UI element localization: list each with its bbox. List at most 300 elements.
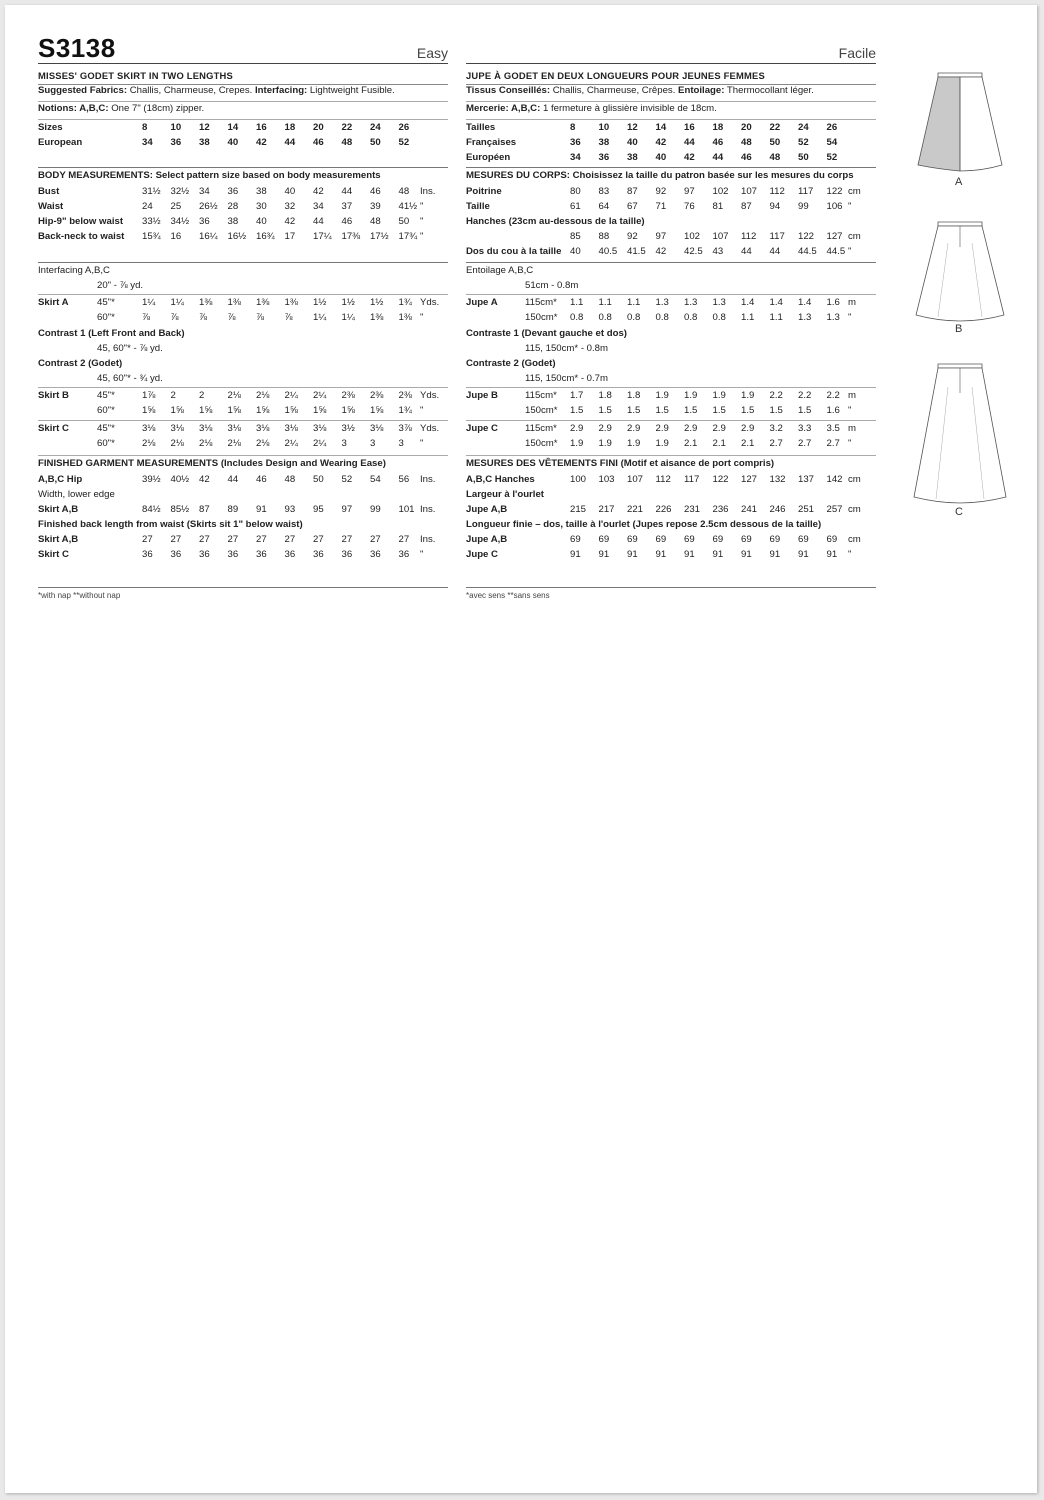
divider bbox=[38, 119, 448, 120]
table-cell: 50 bbox=[769, 137, 781, 148]
table-cell: 44 bbox=[684, 137, 695, 148]
table-cell: 36 bbox=[170, 137, 182, 148]
unit-label: cm bbox=[848, 534, 861, 545]
table-row bbox=[466, 152, 876, 165]
table-cell: 34 bbox=[142, 137, 153, 148]
contrast-panel bbox=[918, 77, 960, 171]
table-cell: 102 bbox=[684, 231, 701, 242]
table-cell: 3 bbox=[398, 438, 404, 449]
table-row bbox=[38, 201, 448, 214]
table-cell: 46 bbox=[741, 152, 752, 163]
table-cell: 1⅝ bbox=[284, 405, 298, 416]
table-cell: 97 bbox=[341, 504, 353, 515]
view-label-a: A bbox=[955, 176, 963, 188]
table-cell: 48 bbox=[398, 186, 410, 197]
table-cell: 0.8 bbox=[627, 312, 641, 323]
table-cell: 107 bbox=[712, 231, 729, 242]
table-cell: 40.5 bbox=[598, 246, 618, 257]
table-cell: 1⅝ bbox=[313, 405, 327, 416]
unit-label: Ins. bbox=[420, 474, 436, 485]
table-cell: 42 bbox=[199, 474, 210, 485]
table-cell: 80 bbox=[570, 186, 581, 197]
table-cell: ⅞ bbox=[170, 312, 179, 323]
table-cell: 100 bbox=[570, 474, 587, 485]
table-row bbox=[466, 534, 876, 547]
table-row bbox=[38, 549, 448, 562]
table-cell: 36 bbox=[341, 549, 353, 560]
table-cell: 1.9 bbox=[712, 390, 726, 401]
table-cell: 24 bbox=[142, 201, 153, 212]
divider bbox=[466, 119, 876, 120]
table-cell: 2⅜ bbox=[398, 390, 412, 401]
table-cell: 69 bbox=[684, 534, 695, 545]
finished-heading: FINISHED GARMENT MEASUREMENTS (Includes Design and Wearing Ease) bbox=[38, 458, 386, 469]
table-row bbox=[466, 312, 876, 325]
row-label: Jupe C bbox=[466, 423, 498, 434]
body-heading: BODY MEASUREMENTS: Select pattern size based on body measurements bbox=[38, 170, 381, 181]
table-cell: 52 bbox=[798, 137, 809, 148]
row-label: Jupe A,B bbox=[466, 504, 508, 515]
table-cell: 85 bbox=[570, 231, 581, 242]
table-cell: 257 bbox=[826, 504, 843, 515]
table-cell: 52 bbox=[341, 474, 353, 485]
table-cell: 1⅜ bbox=[227, 297, 241, 308]
table-cell: 17¾ bbox=[398, 231, 418, 242]
table-cell: 3 bbox=[370, 438, 376, 449]
table-cell: 27 bbox=[256, 534, 267, 545]
table-cell: 1.1 bbox=[769, 312, 783, 323]
table-cell: 88 bbox=[598, 231, 610, 242]
table-cell: ⅞ bbox=[256, 312, 265, 323]
table-cell: 46 bbox=[313, 137, 324, 148]
table-row bbox=[38, 474, 448, 487]
divider bbox=[38, 587, 448, 588]
table-cell: 40 bbox=[256, 216, 267, 227]
table-cell: 1⅞ bbox=[142, 390, 156, 401]
table-cell: 1.5 bbox=[769, 405, 783, 416]
table-cell: 27 bbox=[142, 534, 153, 545]
table-cell: 3⅛ bbox=[227, 423, 241, 434]
table-cell: 101 bbox=[398, 504, 415, 515]
table-cell: 83 bbox=[598, 186, 610, 197]
table-cell: 112 bbox=[741, 231, 757, 242]
table-cell: 8 bbox=[142, 122, 148, 133]
table-row bbox=[466, 438, 876, 451]
table-cell: 54 bbox=[370, 474, 381, 485]
table-cell: 3.2 bbox=[769, 423, 783, 434]
table-cell: 3⅛ bbox=[199, 423, 213, 434]
table-cell: 17⅜ bbox=[341, 231, 361, 242]
table-cell: 92 bbox=[655, 186, 667, 197]
table-cell: 20 bbox=[741, 122, 752, 133]
row-label: Skirt A bbox=[38, 297, 69, 308]
unit-label: " bbox=[848, 549, 852, 560]
table-cell: ⅞ bbox=[199, 312, 208, 323]
table-cell: 44 bbox=[284, 137, 296, 148]
divider bbox=[466, 101, 876, 102]
contrast2-label: Contraste 2 (Godet) bbox=[466, 358, 556, 369]
table-cell: 46 bbox=[256, 474, 267, 485]
table-cell: 24 bbox=[798, 122, 809, 133]
table-cell: 2.2 bbox=[798, 390, 812, 401]
table-cell: 22 bbox=[769, 122, 781, 133]
table-cell: 36 bbox=[256, 549, 267, 560]
table-row bbox=[38, 186, 448, 199]
unit-label: " bbox=[420, 549, 424, 560]
table-cell: 27 bbox=[284, 534, 296, 545]
table-cell: 1⅝ bbox=[170, 405, 184, 416]
table-cell: 2⅛ bbox=[227, 390, 241, 401]
table-cell: 87 bbox=[627, 186, 638, 197]
table-cell: 99 bbox=[370, 504, 381, 515]
table-cell: 117 bbox=[684, 474, 700, 485]
table-cell: 2.2 bbox=[826, 390, 840, 401]
table-cell: 2 bbox=[170, 390, 176, 401]
row-label: Jupe C bbox=[466, 549, 498, 560]
row-label: Jupe A bbox=[466, 297, 498, 308]
table-cell: 95 bbox=[313, 504, 324, 515]
fabric-width: 60"* bbox=[97, 438, 115, 449]
row-label: Poitrine bbox=[466, 186, 502, 197]
contrast1-label: Contraste 1 (Devant gauche et dos) bbox=[466, 328, 627, 339]
row-label: Européen bbox=[466, 152, 511, 163]
table-cell: 44 bbox=[741, 246, 752, 257]
table-cell: 48 bbox=[741, 137, 752, 148]
table-cell: 54 bbox=[826, 137, 838, 148]
table-cell: 1.3 bbox=[712, 297, 726, 308]
unit-label: " bbox=[420, 216, 424, 227]
table-cell: 1.4 bbox=[798, 297, 812, 308]
table-cell: 1.5 bbox=[598, 405, 612, 416]
pattern-code: S3138 bbox=[38, 33, 116, 63]
table-cell: 1.9 bbox=[684, 390, 698, 401]
table-row bbox=[466, 390, 876, 403]
fabric-width: 60"* bbox=[97, 312, 115, 323]
table-cell: 92 bbox=[627, 231, 638, 242]
footnote: *with nap **without nap bbox=[38, 591, 121, 600]
row-label: European bbox=[38, 137, 83, 148]
table-cell: 27 bbox=[170, 534, 182, 545]
table-cell: 1.1 bbox=[741, 312, 755, 323]
table-cell: 236 bbox=[712, 504, 729, 515]
table-cell: 102 bbox=[712, 186, 729, 197]
table-cell: 44 bbox=[313, 216, 324, 227]
table-cell: 127 bbox=[741, 474, 758, 485]
table-cell: 91 bbox=[741, 549, 752, 560]
table-cell: 44.5 bbox=[826, 246, 846, 257]
fabric-width: 115cm* bbox=[525, 390, 557, 401]
table-cell: 14 bbox=[227, 122, 239, 133]
table-cell: 1.3 bbox=[826, 312, 840, 323]
unit-label: cm bbox=[848, 504, 861, 515]
table-cell: 1⅜ bbox=[256, 297, 270, 308]
table-cell: 122 bbox=[798, 231, 815, 242]
table-cell: 117 bbox=[798, 186, 814, 197]
table-cell: 2⅛ bbox=[256, 390, 270, 401]
table-cell: 3 bbox=[341, 438, 347, 449]
table-cell: 34 bbox=[570, 152, 581, 163]
table-cell: 76 bbox=[684, 201, 695, 212]
unit-label: " bbox=[848, 312, 852, 323]
table-cell: 34½ bbox=[170, 216, 190, 227]
row-label: Jupe A,B bbox=[466, 534, 508, 545]
table-cell: 26 bbox=[826, 122, 838, 133]
table-cell: 91 bbox=[712, 549, 724, 560]
table-cell: 69 bbox=[712, 534, 724, 545]
table-cell: 18 bbox=[712, 122, 724, 133]
table-cell: 1.9 bbox=[741, 390, 755, 401]
table-cell: 36 bbox=[370, 549, 381, 560]
table-cell: 33½ bbox=[142, 216, 161, 227]
table-cell: 2.9 bbox=[570, 423, 584, 434]
table-row bbox=[38, 405, 448, 418]
table-cell: 42.5 bbox=[684, 246, 703, 257]
interfacing-value: 51cm - 0.8m bbox=[525, 280, 579, 291]
table-cell: 3.5 bbox=[826, 423, 840, 434]
table-cell: 1⅝ bbox=[341, 405, 355, 416]
table-cell: 2⅛ bbox=[227, 438, 241, 449]
row-label: Bust bbox=[38, 186, 60, 197]
divider bbox=[466, 587, 876, 588]
table-cell: 0.8 bbox=[570, 312, 584, 323]
table-cell: 17¼ bbox=[313, 231, 332, 242]
table-cell: 43 bbox=[712, 246, 724, 257]
table-cell: 1.5 bbox=[798, 405, 812, 416]
fabric-width: 45"* bbox=[97, 297, 115, 308]
table-cell: 37 bbox=[341, 201, 353, 212]
table-cell: 91 bbox=[655, 549, 667, 560]
table-cell: 87 bbox=[741, 201, 752, 212]
table-cell: 1.5 bbox=[684, 405, 698, 416]
table-cell: 39 bbox=[370, 201, 381, 212]
divider bbox=[38, 294, 448, 295]
contrast1-value: 115, 150cm* - 0.8m bbox=[525, 343, 609, 354]
table-cell: 2.1 bbox=[741, 438, 755, 449]
table-row bbox=[466, 504, 876, 517]
table-cell: 127 bbox=[826, 231, 843, 242]
table-cell: 36 bbox=[199, 549, 210, 560]
unit-label: m bbox=[848, 297, 856, 308]
notions-line: Mercerie: A,B,C: 1 fermeture à glissière invisible de 18cm. bbox=[466, 103, 717, 114]
unit-label: Yds. bbox=[420, 297, 440, 308]
interfacing-label: Interfacing A,B,C bbox=[38, 265, 110, 276]
table-cell: ⅞ bbox=[142, 312, 151, 323]
table-cell: 1.1 bbox=[627, 297, 641, 308]
table-row bbox=[38, 438, 448, 451]
view-label-c: C bbox=[955, 506, 963, 518]
table-cell: 28 bbox=[227, 201, 239, 212]
table-cell: 1½ bbox=[313, 297, 327, 308]
unit-label: Ins. bbox=[420, 504, 436, 515]
table-cell: 61 bbox=[570, 201, 581, 212]
table-cell: 44 bbox=[769, 246, 781, 257]
table-cell: 2.9 bbox=[598, 423, 612, 434]
table-cell: 14 bbox=[655, 122, 667, 133]
table-cell: 36 bbox=[313, 549, 324, 560]
unit-label: Yds. bbox=[420, 390, 440, 401]
divider bbox=[466, 420, 876, 421]
table-cell: 1.5 bbox=[741, 405, 755, 416]
table-cell: 12 bbox=[627, 122, 638, 133]
width-label: Width, lower edge bbox=[38, 489, 115, 500]
table-cell: 215 bbox=[570, 504, 587, 515]
fabric-width: 115cm* bbox=[525, 423, 557, 434]
french-column bbox=[466, 5, 876, 625]
divider bbox=[38, 455, 448, 456]
skirt-view-a bbox=[918, 73, 1002, 171]
length-heading: Longueur finie – dos, taille à l'ourlet (Jupes repose 2.5cm dessous de la taille) bbox=[466, 519, 822, 530]
unit-label: cm bbox=[848, 186, 861, 197]
skirt-view-b bbox=[916, 222, 1004, 321]
table-row bbox=[38, 137, 448, 150]
unit-label: m bbox=[848, 423, 856, 434]
notions-line: Notions: A,B,C: One 7" (18cm) zipper. bbox=[38, 103, 205, 114]
table-cell: 0.8 bbox=[655, 312, 669, 323]
skirt-views-svg bbox=[910, 65, 1010, 525]
table-cell: 91 bbox=[627, 549, 638, 560]
table-cell: 40 bbox=[570, 246, 581, 257]
table-row bbox=[466, 186, 876, 199]
table-cell: ⅞ bbox=[227, 312, 236, 323]
table-cell: 112 bbox=[655, 474, 671, 485]
table-cell: 1½ bbox=[341, 297, 355, 308]
table-cell: 2.9 bbox=[684, 423, 698, 434]
table-cell: 1¾ bbox=[398, 405, 412, 416]
table-cell: 12 bbox=[199, 122, 210, 133]
pattern-sheet bbox=[5, 5, 1037, 1493]
table-cell: 2⅛ bbox=[142, 438, 156, 449]
contrast1-label: Contrast 1 (Left Front and Back) bbox=[38, 328, 185, 339]
table-cell: 69 bbox=[655, 534, 667, 545]
contrast2-label: Contrast 2 (Godet) bbox=[38, 358, 123, 369]
table-cell: 1.8 bbox=[598, 390, 612, 401]
table-row bbox=[466, 423, 876, 436]
table-row bbox=[466, 201, 876, 214]
table-cell: 1.6 bbox=[826, 405, 840, 416]
unit-label: Ins. bbox=[420, 534, 436, 545]
table-row bbox=[38, 312, 448, 325]
table-cell: 16 bbox=[684, 122, 695, 133]
table-cell: 1.9 bbox=[655, 390, 669, 401]
table-cell: 2.9 bbox=[627, 423, 641, 434]
table-cell: 2.1 bbox=[712, 438, 726, 449]
divider bbox=[466, 167, 876, 168]
table-cell: 1.9 bbox=[627, 438, 641, 449]
table-cell: 36 bbox=[598, 152, 610, 163]
interfacing-value: 20" - ⅞ yd. bbox=[97, 280, 144, 291]
table-cell: 122 bbox=[826, 186, 843, 197]
table-cell: 1⅜ bbox=[398, 312, 412, 323]
table-row bbox=[466, 297, 876, 310]
table-cell: 40 bbox=[655, 152, 667, 163]
table-cell: 48 bbox=[284, 474, 296, 485]
view-illustrations bbox=[910, 65, 1010, 530]
table-cell: 84½ bbox=[142, 504, 161, 515]
row-label: Jupe B bbox=[466, 390, 498, 401]
table-cell: 69 bbox=[598, 534, 610, 545]
table-cell: 71 bbox=[655, 201, 667, 212]
table-cell: 46 bbox=[712, 137, 724, 148]
table-cell: 44 bbox=[712, 152, 724, 163]
table-cell: 40 bbox=[284, 186, 296, 197]
table-cell: ⅞ bbox=[284, 312, 293, 323]
fabric-width: 150cm* bbox=[525, 405, 558, 416]
table-cell: 36 bbox=[199, 216, 210, 227]
table-cell: 36 bbox=[227, 549, 239, 560]
table-cell: 2.9 bbox=[655, 423, 669, 434]
unit-label: Yds. bbox=[420, 423, 440, 434]
unit-label: " bbox=[420, 405, 424, 416]
table-cell: 38 bbox=[227, 216, 239, 227]
table-cell: 41½ bbox=[398, 201, 418, 212]
table-cell: 2⅜ bbox=[341, 390, 355, 401]
unit-label: " bbox=[848, 405, 852, 416]
row-label: A,B,C Hip bbox=[38, 474, 83, 485]
table-cell: 1⅝ bbox=[256, 405, 270, 416]
table-cell: 2.7 bbox=[769, 438, 783, 449]
table-cell: 3⅛ bbox=[256, 423, 270, 434]
table-cell: 69 bbox=[627, 534, 638, 545]
table-cell: 94 bbox=[769, 201, 781, 212]
table-cell: 15¾ bbox=[142, 231, 161, 242]
table-cell: 46 bbox=[341, 216, 353, 227]
table-cell: 1¾ bbox=[398, 297, 412, 308]
row-label: Françaises bbox=[466, 137, 517, 148]
table-cell: 20 bbox=[313, 122, 324, 133]
table-cell: 1½ bbox=[370, 297, 384, 308]
table-cell: 106 bbox=[826, 201, 843, 212]
table-cell: 44 bbox=[227, 474, 239, 485]
table-row bbox=[38, 216, 448, 229]
table-cell: 81 bbox=[712, 201, 724, 212]
table-cell: 27 bbox=[199, 534, 210, 545]
table-cell: 2¼ bbox=[313, 390, 327, 401]
table-cell: 91 bbox=[684, 549, 695, 560]
fabrics-line: Tissus Conseillés: Challis, Charmeuse, Crêpes. Entoilage: Thermocollant léger. bbox=[466, 85, 814, 96]
fabric-width: 45"* bbox=[97, 423, 115, 434]
table-cell: 122 bbox=[712, 474, 729, 485]
table-cell: 107 bbox=[741, 186, 758, 197]
width-label: Largeur à l'ourlet bbox=[466, 489, 544, 500]
table-cell: 50 bbox=[313, 474, 324, 485]
table-cell: 1.5 bbox=[627, 405, 641, 416]
table-cell: 44 bbox=[341, 186, 353, 197]
table-cell: 3½ bbox=[341, 423, 355, 434]
table-row bbox=[38, 122, 448, 135]
unit-label: " bbox=[848, 201, 852, 212]
table-row bbox=[38, 390, 448, 403]
table-cell: 18 bbox=[284, 122, 296, 133]
table-cell: 85½ bbox=[170, 504, 190, 515]
table-cell: 112 bbox=[769, 186, 785, 197]
table-cell: 69 bbox=[769, 534, 781, 545]
table-cell: 217 bbox=[598, 504, 615, 515]
table-cell: 1⅝ bbox=[370, 405, 384, 416]
table-cell: 50 bbox=[370, 137, 381, 148]
table-cell: 97 bbox=[684, 186, 695, 197]
difficulty-level: Facile bbox=[838, 45, 876, 61]
table-cell: 1.3 bbox=[684, 297, 698, 308]
table-cell: 89 bbox=[227, 504, 239, 515]
table-cell: 56 bbox=[398, 474, 410, 485]
table-cell: 1⅝ bbox=[142, 405, 156, 416]
table-cell: 31½ bbox=[142, 186, 161, 197]
table-row bbox=[466, 246, 876, 259]
table-cell: 246 bbox=[769, 504, 786, 515]
divider bbox=[466, 262, 876, 263]
table-cell: 2¼ bbox=[284, 390, 298, 401]
table-cell: 30 bbox=[256, 201, 267, 212]
